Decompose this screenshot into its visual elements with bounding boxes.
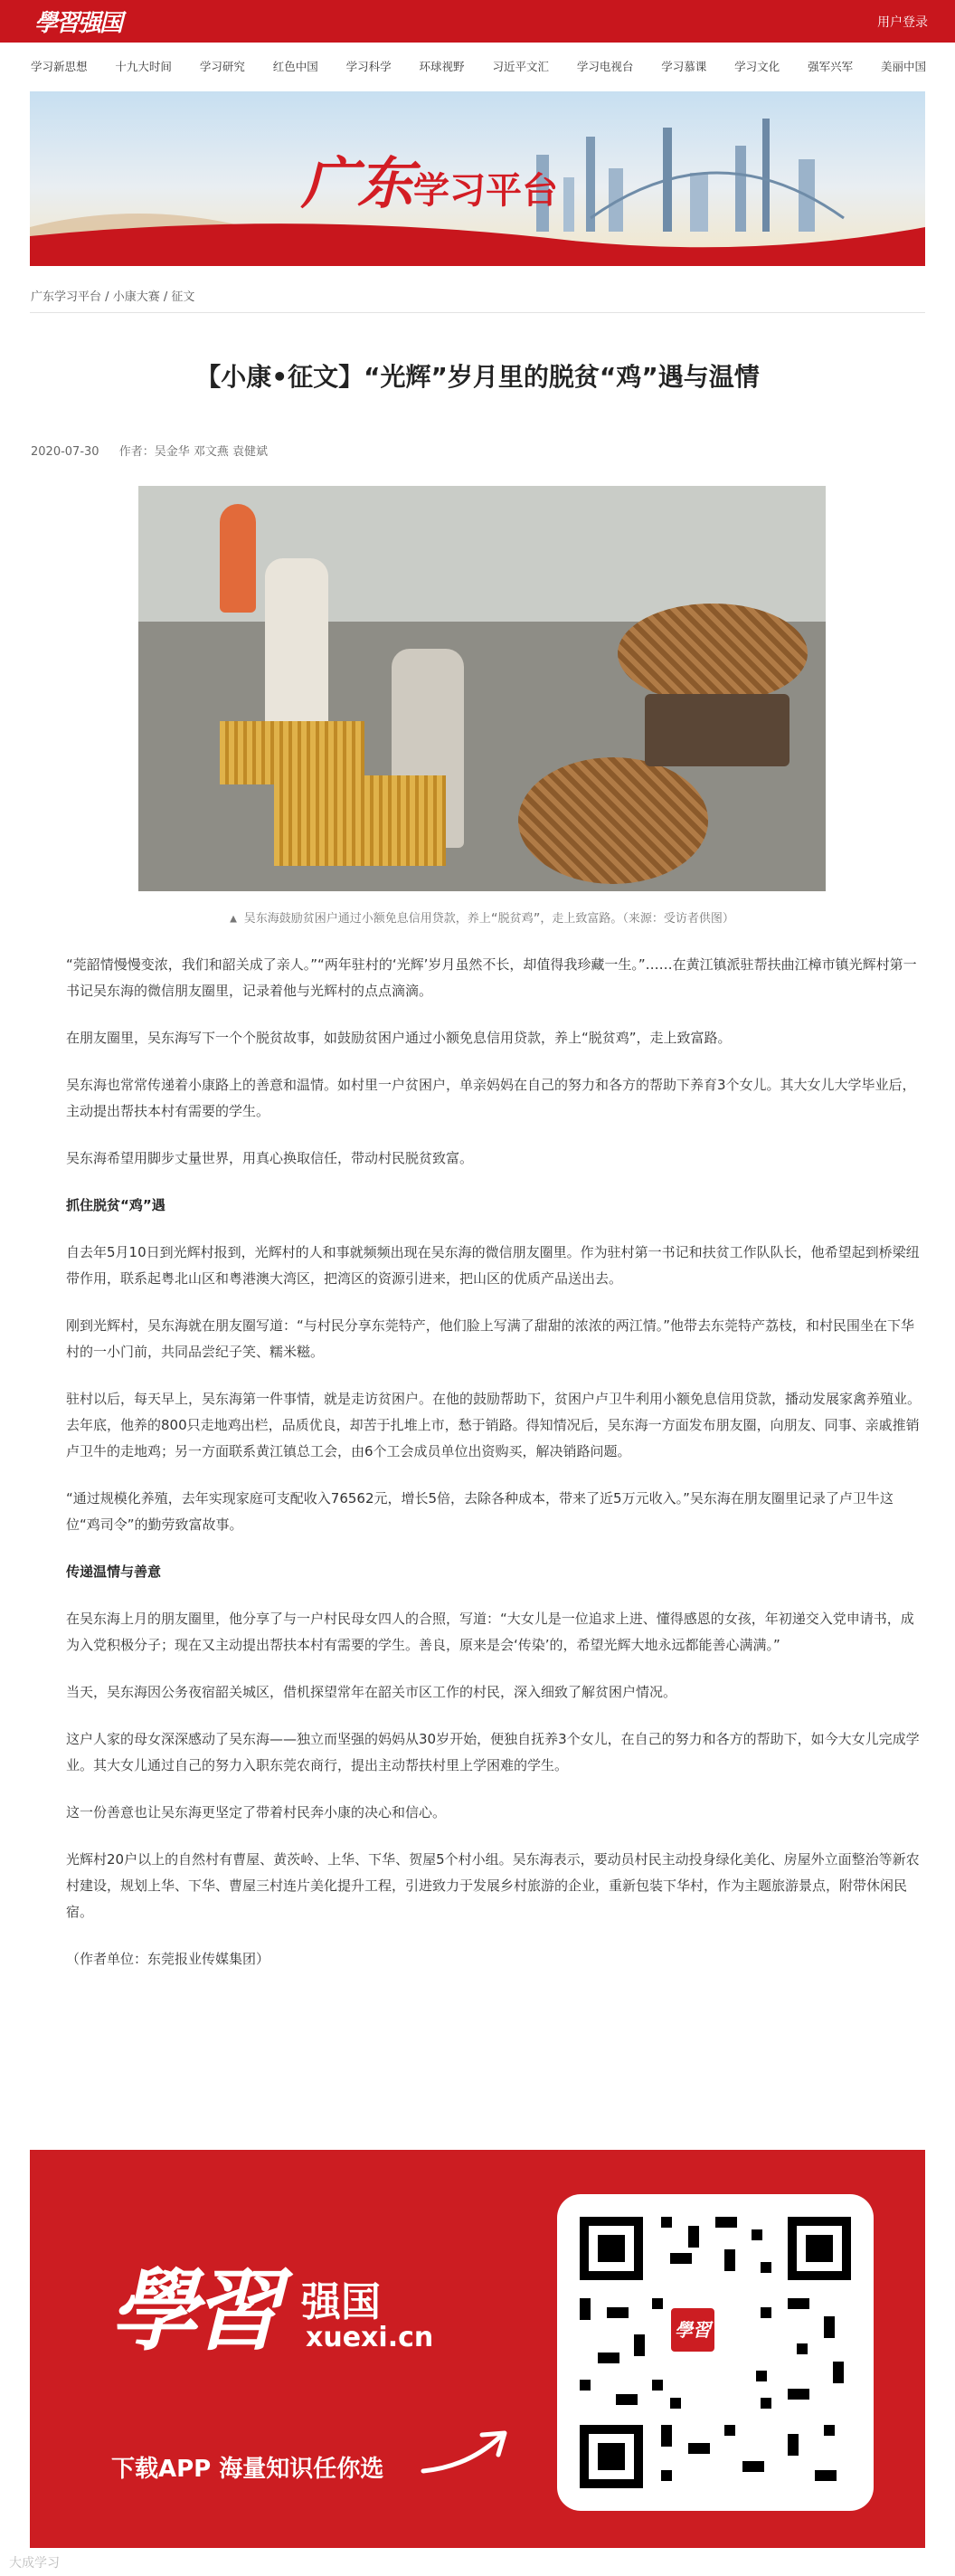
paragraph: 当天，吴东海因公务夜宿韶关城区，借机探望常年在韶关市区工作的村民，深入细致了解贫困户情况。 bbox=[66, 1684, 677, 1700]
photo-bamboo-basket bbox=[518, 757, 708, 884]
banner-logo-qiangguo: 强国 bbox=[301, 2279, 381, 2325]
section-heading: 传递温情与善意 bbox=[66, 1564, 162, 1580]
nav-item[interactable]: 美丽中国 bbox=[880, 60, 926, 73]
paragraph: “莞韶情慢慢变浓，我们和韶关成了亲人。”“两年驻村的‘光辉’岁月虽然不长，却值得我珍藏一生。”……在黄江镇派驻帮扶曲江樟市镇光辉村第一书记吴东海的微信朋友圈里，记录着他与光辉村的点点滴滴。 bbox=[66, 956, 917, 999]
paragraph: 自去年5月10日到光辉村报到，光辉村的人和事就频频出现在吴东海的微信朋友圈里。作为驻村第一书记和扶贫工作队队长，他希望起到桥梁纽带作用，联系起粤北山区和粤港澳大湾区，把湾区的资源引进来，把山区的优质产品送出去。 bbox=[66, 1244, 920, 1287]
nav-item[interactable]: 红色中国 bbox=[272, 60, 318, 73]
breadcrumb-separator: / bbox=[163, 290, 168, 304]
photo-cart bbox=[645, 694, 790, 766]
paragraph: 这户人家的母女深深感动了吴东海——独立而坚强的妈妈从30岁开始，便独自抚养3个女儿，在自己的努力和各方的帮助下，如今大女儿完成学业。其大女儿通过自己的努力入职东莞农商行，提出主动帮扶村里上学困难的学生。 bbox=[66, 1731, 920, 1773]
xuexi-logo[interactable] bbox=[34, 4, 136, 39]
nav-item[interactable]: 习近平文汇 bbox=[492, 60, 549, 73]
nav-item[interactable]: 学习电视台 bbox=[576, 60, 634, 73]
publish-date: 2020-07-30 bbox=[31, 445, 99, 459]
nav-item[interactable]: 学习研究 bbox=[199, 60, 245, 73]
banner-logo-url: xuexi.cn bbox=[306, 2322, 434, 2353]
breadcrumb bbox=[31, 287, 194, 304]
paragraph: 在朋友圈里，吴东海写下一个个脱贫故事，如鼓励贫困户通过小额免息信用贷款，养上“脱贫鸡”，走上致富路。 bbox=[66, 1030, 732, 1046]
paragraph: 驻村以后，每天早上，吴东海第一件事情，就是走访贫困户。在他的鼓励帮助下，贫困户卢卫牛利用小额免息信用贷款，播动发展家禽养殖业。去年底，他养的800只走地鸡出栏，品质优良，却苦于扎堆上市，愁于销路。得知情况后，吴东海一方面发布朋友圈，向朋友、同事、亲戚推销卢卫牛的走地鸡；另一方面联系黄江镇总工会，由6个工会成员单位出资购买，解决销路问题。 bbox=[66, 1391, 922, 1459]
paragraph: 刚到光辉村，吴东海就在朋友圈写道：“与村民分享东莞特产，他们脸上写满了甜甜的浓浓的两江情。”他带去东莞特产荔枝，和村民围坐在下华村的一小门前，共同品尝纪子笑、糯米糍。 bbox=[66, 1317, 915, 1360]
arrow-icon bbox=[419, 2426, 518, 2480]
paragraph: 吴东海也常常传递着小康路上的善意和温情。如村里一户贫困户，单亲妈妈在自己的努力和各方的帮助下养育3个女儿。其大女儿大学毕业后，主动提出帮扶本村有需要的学生。 bbox=[66, 1077, 916, 1119]
nav-item[interactable]: 强军兴军 bbox=[808, 60, 854, 73]
app-download-banner[interactable] bbox=[30, 2150, 925, 2548]
banner-title-main: 广东 bbox=[301, 150, 414, 216]
article-body bbox=[66, 952, 925, 1993]
paragraph: 吴东海希望用脚步丈量世界，用真心换取信任，带动村民脱贫致富。 bbox=[66, 1150, 474, 1166]
nav-item[interactable]: 学习慕课 bbox=[661, 60, 707, 73]
top-bar bbox=[0, 0, 955, 43]
logo-text: 學習强国 bbox=[34, 10, 122, 37]
photo-chicken-crate bbox=[274, 775, 446, 866]
divider bbox=[30, 312, 925, 313]
qr-center-logo: 學習 bbox=[667, 2305, 718, 2355]
watermark: 大成学习 bbox=[9, 2556, 60, 2571]
photo-caption: ▲ 吴东海鼓励贫困户通过小额免息信用贷款，养上“脱贫鸡”，走上致富路。（来源：受访者供图） bbox=[230, 912, 734, 926]
paragraph: 这一份善意也让吴东海更坚定了带着村民奔小康的决心和信心。 bbox=[66, 1804, 447, 1820]
nav-item[interactable]: 环球视野 bbox=[419, 60, 465, 73]
photo-person bbox=[220, 504, 256, 613]
breadcrumb-separator: / bbox=[105, 290, 109, 304]
banner-logo-xuexi: 學習 bbox=[109, 2259, 277, 2363]
article-title: 【小康•征文】“光辉”岁月里的脱贫“鸡”遇与温情 bbox=[195, 362, 760, 392]
qr-code-card bbox=[557, 2194, 874, 2511]
nav-item[interactable]: 学习文化 bbox=[734, 60, 780, 73]
section-heading: 抓住脱贫“鸡”遇 bbox=[66, 1197, 165, 1213]
login-link[interactable]: 用户登录 bbox=[877, 15, 928, 30]
photo-chicken-crate bbox=[220, 721, 364, 784]
breadcrumb-item[interactable]: 小康大赛 bbox=[112, 290, 160, 304]
paragraph: “通过规模化养殖，去年实现家庭可支配收入76562元，增长5倍，去除各种成本，带来了近5万元收入。”吴东海在朋友圈里记录了卢卫牛这位“鸡司令”的勤劳致富故事。 bbox=[66, 1490, 894, 1533]
nav-item[interactable]: 十九大时间 bbox=[115, 60, 172, 73]
breadcrumb-item[interactable]: 征文 bbox=[171, 290, 195, 304]
banner-title-sub: 学习平台 bbox=[413, 170, 559, 212]
article-meta bbox=[31, 442, 268, 459]
nav-item[interactable]: 学习科学 bbox=[345, 60, 392, 73]
paragraph: 在吴东海上月的朋友圈里，他分享了与一户村民母女四人的合照，写道：“大女儿是一位追求上进、懂得感恩的女孩，年初递交入党申请书，成为入党积极分子；现在又主动提出帮扶本村有需要的学生。善良，原来是会‘传染’的，希望光辉大地永远都能善心满满。” bbox=[66, 1611, 914, 1653]
nav-item[interactable]: 学习新思想 bbox=[31, 60, 88, 73]
guangdong-banner bbox=[30, 91, 925, 266]
photo-bamboo-basket bbox=[618, 604, 808, 703]
author-unit: （作者单位：东莞报业传媒集团） bbox=[66, 1951, 270, 1967]
banner-slogan: 下载APP 海量知识任你选 bbox=[111, 2456, 384, 2483]
main-nav bbox=[31, 58, 926, 80]
breadcrumb-item[interactable]: 广东学习平台 bbox=[31, 290, 102, 304]
paragraph: 光辉村20户以上的自然村有曹屋、黄茨岭、上华、下华、贺屋5个村小组。吴东海表示，要动员村民主动投身绿化美化、房屋外立面整治等新农村建设，规划上华、下华、曹屋三村连片美化提升工程，引进致力于发展乡村旅游的企业，重新包装下华村，作为主题旅游景点，附带休闲民宿。 bbox=[66, 1851, 920, 1920]
article-authors: 作者：吴金华 邓文燕 袁健斌 bbox=[118, 445, 268, 459]
article-photo bbox=[138, 486, 826, 891]
banner-title bbox=[301, 138, 558, 219]
